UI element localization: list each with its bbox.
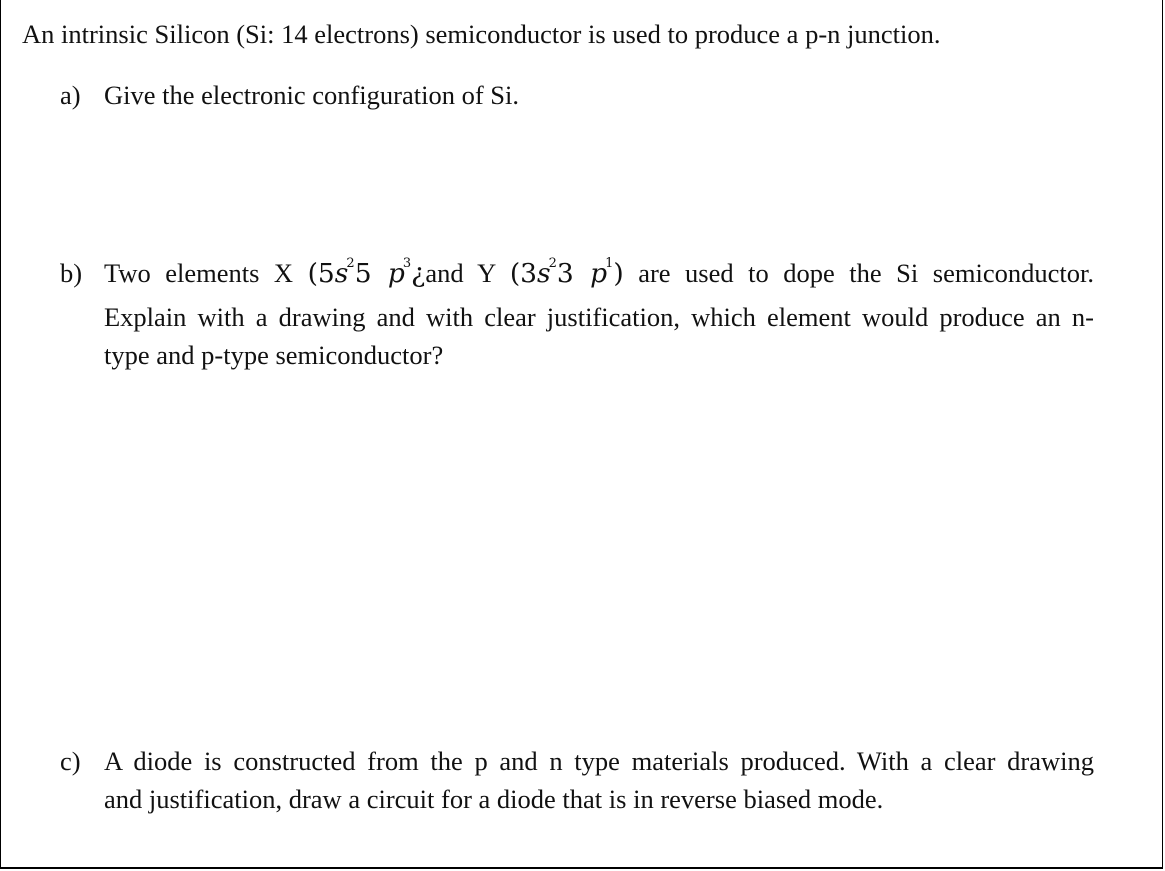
intro-text: An intrinsic Silicon (Si: 14 electrons) semiconductor is used to produce a p-n junction. [22,19,941,49]
config-y-p: p [590,258,608,289]
config-x-sup1: 2 [346,256,355,271]
question-b-text [104,254,1094,374]
config-y-sup2: 1 [605,256,614,271]
question-c [60,742,1110,822]
question-c-line1: A diode is constructed from the p and n type materials produced. With a clear drawing [104,746,1094,776]
question-b-line3: type and p-type semiconductor? [104,340,444,370]
question-b-line1-post: are used to dope the Si semiconductor. [623,258,1094,288]
question-c-line2: and justification, draw a circuit for a diode that is in reverse biased mode. [104,784,884,814]
config-x-p: p [387,258,405,289]
config-y-close: ) [613,258,624,289]
config-y-mid: 3 [556,258,574,289]
question-b-line1-pre: Two elements X [104,258,308,288]
question-b-label: b) [60,258,83,288]
question-a [60,76,1100,116]
config-x-s: s [334,258,349,289]
config-y [510,258,624,289]
question-a-label: a) [60,80,81,110]
config-x-open: (5 [307,258,335,289]
question-b [60,254,1110,374]
config-x-mid: 5 [354,258,372,289]
question-b-line2: Explain with a drawing and with clear justification, which element would produce an n- [104,302,1094,332]
config-y-s: s [537,258,551,289]
question-c-text [104,742,1094,818]
config-y-open: (3 [509,258,538,289]
question-a-text: Give the electronic configuration of Si. [104,80,520,110]
question-b-line1 [104,254,1094,298]
config-y-sup1: 2 [548,256,557,271]
question-c-label: c) [60,746,81,776]
config-x [308,258,426,289]
config-x-close: ¿ [411,258,426,289]
question-b-line1-mid: and Y [425,258,510,288]
config-x-sup2: 3 [402,256,412,271]
